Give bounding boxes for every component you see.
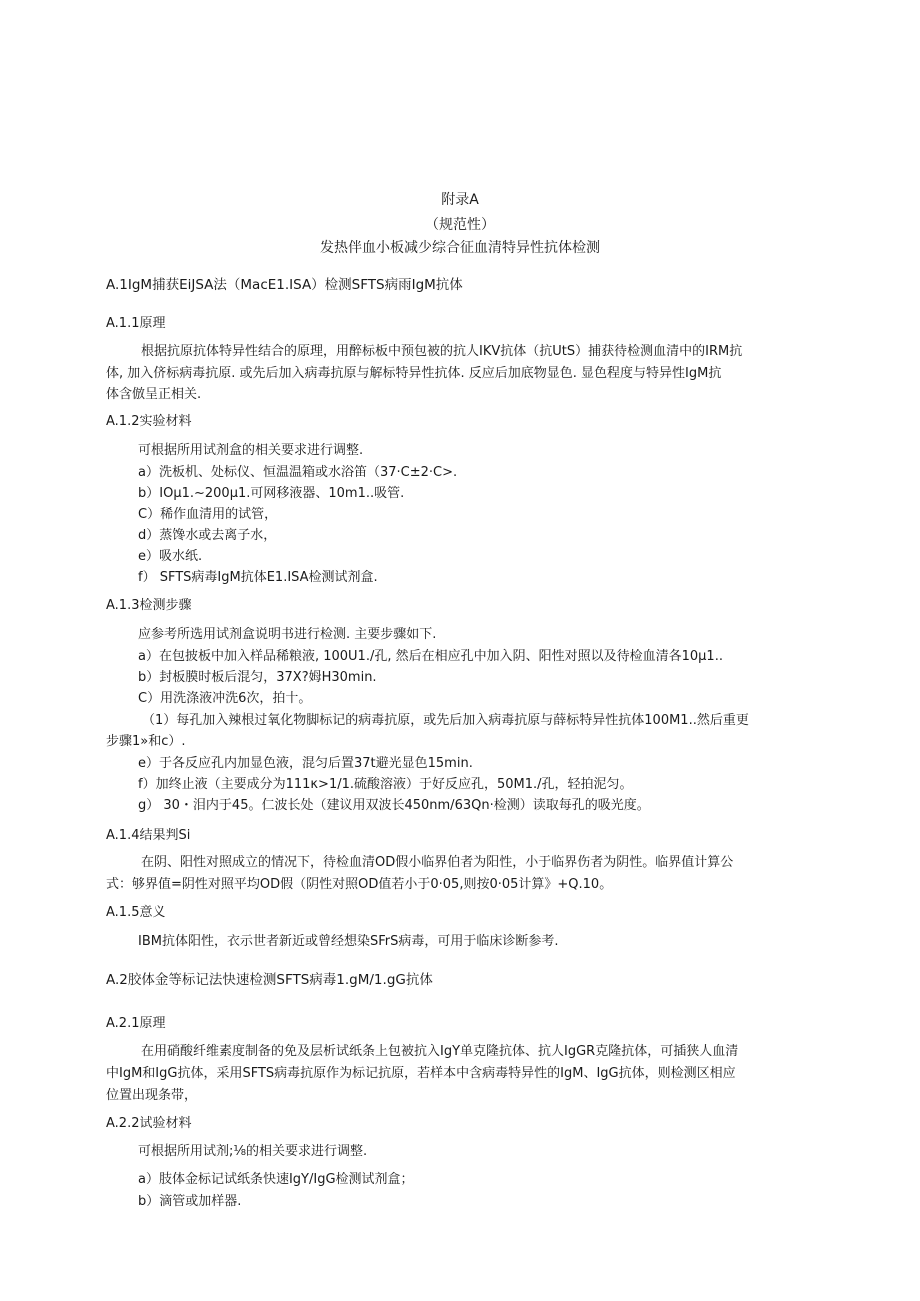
list-item: b）滴管或加样器. <box>138 1194 242 1209</box>
paragraph-line: 在阴、阳性对照成立的情况下，待检血清OD假小临界伯者为阳性，小于临界伤者为阴性。临界值计算公 <box>141 855 734 870</box>
list-item: C）稀作血清用的试管， <box>138 507 278 522</box>
subsection-heading-a1-1: A.1.1原理 <box>106 316 166 331</box>
list-item: f） SFTS病毒IgM抗体E1.ISA检测试剂盒. <box>138 570 378 585</box>
subsection-heading-a2-1: A.2.1原理 <box>106 1016 166 1031</box>
list-item: a）在包披板中加入样品稀粮液, 100U1./孔, 然后在相应孔中加入阴、阳性对照以及待检血清各10μ1.. <box>138 649 723 664</box>
list-item: （1）每孔加入辣根过氧化物脚标记的病毒抗原，或先后加入病毒抗原与薛标特异性抗体100M1..然后重更 <box>142 713 749 728</box>
subsection-heading-a1-3: A.1.3检测步骤 <box>106 598 192 613</box>
subsection-heading-a1-2: A.1.2实验材料 <box>106 414 192 429</box>
list-item: a）洗板机、处标仪、恒温温箱或水浴笛（37·C±2·C>. <box>138 465 458 480</box>
paragraph-line: 根据抗原抗体特异性结合的原理，用醉标板中预包被的抗人IKV抗体（抗UtS）捕获待检测血清中的IRM抗 <box>141 344 743 359</box>
list-item-continuation: 步骤1»和c）. <box>106 734 186 749</box>
list-item: g） 30・泪内于45。仁波长处（建议用双波长450nm/63Qn·检测）读取每孔的吸光度。 <box>138 798 650 813</box>
paragraph-line: 体含倣呈正相关. <box>106 387 202 402</box>
section-heading-a2: A.2胶体金等标记法快速检测SFTS病毒1.gM/1.gG抗体 <box>106 972 433 988</box>
list-item: a）肢体金标记试纸条快速IgY/IgG检测试剂盒； <box>138 1172 414 1187</box>
subsection-heading-a2-2: A.2.2试验材料 <box>106 1116 192 1131</box>
list-item: b）封板膜时板后混匀，37X?姆H30min. <box>138 670 377 685</box>
list-item: C）用洗涤液冲洗6次，拍十。 <box>138 691 312 706</box>
section-heading-a1: A.1IgM捕获EiJSA法（MacE1.ISA）检测SFTS病雨IgM抗体 <box>106 277 463 293</box>
paragraph-line: 在用硝酸纤维素度制备的免及层析试纸条上包被抗入IgY单克隆抗体、抗人IgGR克隆抗体，可插狭人血清 <box>141 1044 739 1059</box>
paragraph-line: 应参考所选用试剂盒说明书进行检测. 主要步骤如下. <box>138 627 437 642</box>
paragraph-line: IBM抗体阳性，衣示世者新近或曾经想染SFrS病毒，可用于临床诊断参考. <box>138 934 559 949</box>
list-item: d）蒸馋水或去离子水， <box>138 528 277 543</box>
list-item: e）于各反应孔内加显色液，混匀后置37t避光显色15min. <box>138 756 473 771</box>
paragraph-line: 中IgM和IgG抗体，采用SFTS病毒抗原作为标记抗原，若样本中含病毒特异性的IgM、IgG抗体，则检测区相应 <box>106 1066 736 1081</box>
list-item: b）IOμ1.~200μ1.可网移液器、10m1..吸管. <box>138 486 405 501</box>
list-item: e）吸水纸. <box>138 549 203 564</box>
paragraph-line: 可根据所用试剂;⅛的相关要求进行调整. <box>138 1144 368 1159</box>
appendix-title: 发热伴血小板减少综合征血清特异性抗体检测 <box>320 240 600 256</box>
subsection-heading-a1-4: A.1.4结果判Si <box>106 828 191 843</box>
list-item: f）加终止液（主要成分为111κ>1/1.硫酸溶液）于好反应孔，50M1./孔，轻拍泥匀。 <box>138 777 633 792</box>
paragraph-line: 体, 加入侪标病毒抗原. 或先后加入病毒抗原与解标特异性抗体. 反应后加底物显色. 显色程度与特异性IgM抗 <box>106 366 722 381</box>
paragraph-line: 位置出现条带， <box>106 1088 198 1103</box>
appendix-label: 附录A <box>441 192 479 208</box>
paragraph-line: 可根据所用试剂盒的相关要求进行调整. <box>138 443 364 458</box>
subsection-heading-a1-5: A.1.5意义 <box>106 905 166 920</box>
normative-label: （规范性） <box>425 217 495 233</box>
paragraph-line: 式：够界值=阴性对照平均OD假（阴性对照OD值若小于0·05,则按0·05计算》+Q.10。 <box>106 877 613 892</box>
